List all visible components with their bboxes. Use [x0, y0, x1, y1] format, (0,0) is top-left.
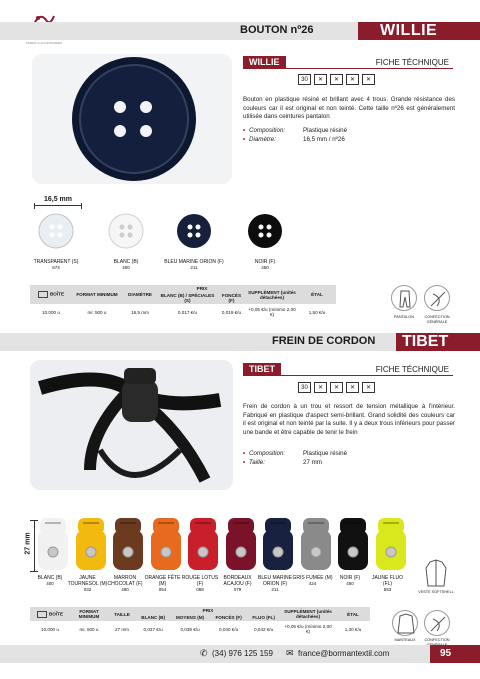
willie-swatch-transparent: [38, 213, 74, 249]
willie-size-indicator: 16,5 mm: [34, 196, 82, 209]
cord-lock-swatch-label: JAUNE FLUO (FL) 553: [371, 575, 404, 592]
trousers-icon: [391, 285, 417, 311]
willie-swatch-white: [108, 213, 144, 249]
willie-specs: • Composition: Plastique résiné • Diamètre: 16,5 mm / nº26: [243, 127, 348, 143]
willie-tag: WILLIE: [243, 56, 286, 69]
willie-swatch-black: [247, 213, 283, 249]
cord-lock-swatch: [301, 518, 331, 574]
tibet-description: Frein de cordon à un trou et ressort de tension métallique à l'intérieur. Fabriqué en plastique d'aspect semi-brillant. Grand solidité des couleurs car il est original et non teinté par la suite. Il y a deux trous inférieurs pour passer une bande et être capable de tenir le frein: [243, 403, 455, 436]
page-footer: [0, 645, 480, 663]
tibet-tag: TIBET: [243, 363, 281, 376]
willie-fiche-label: FICHE TÉCHNIQUE: [375, 58, 449, 67]
tibet-product-photo: [30, 360, 233, 490]
cord-lock-swatch: [151, 518, 181, 574]
tibet-care-icons: [298, 382, 375, 393]
page-number: 95: [440, 648, 452, 659]
willie-swatch-label: TRANSPARENT (S) 674: [33, 259, 79, 270]
usage-label: VESTE SOFTSHELL: [418, 590, 454, 594]
no-tumble-icon: ✕: [362, 74, 375, 85]
cord-lock-swatch-label: ORANGE FÊTE (M) 054: [144, 575, 181, 592]
page-title: BOUTON nº26: [240, 24, 314, 36]
cord-lock-swatch: [38, 518, 68, 574]
wash-30-icon: 30: [298, 74, 311, 85]
mail-icon: ✉: [286, 648, 294, 658]
willie-swatch-navy: [176, 213, 212, 249]
cord-lock-swatch: [338, 518, 368, 574]
no-dryclean-icon: ✕: [346, 74, 359, 85]
tibet-price-table: BOÎTE FORMAT MINIMUM TAILLE PRIX SUPPLÉMENT (unités détachées) ÉTAL BLANC (B) MOYENS (M) FONCÉS (F) FLUO (FL) 10.000 u mi: 500 u 27 mm 0,037 €/u 0,039 €/u 0,040 €/u 0,042 €/u +0,05 €/u (mínimo 2,00 €) 1,30 €/u: [30, 607, 370, 637]
needle-icon: [424, 610, 450, 636]
tibet-size-indicator: 27 mm: [24, 520, 36, 572]
cord-lock-swatch: [263, 518, 293, 574]
wash-30-icon: 30: [298, 382, 311, 393]
willie-swatch-label: BLEU MARINE ORION (F) 211: [164, 259, 224, 270]
usage-label: PANTALON: [394, 315, 414, 319]
cord-lock-swatch-label: MARRON CHOCOLAT (F) 490: [107, 575, 143, 592]
cord-lock-swatch-label: NOIR (F) 450: [339, 575, 361, 586]
footer-phone[interactable]: (34) 976 125 159: [212, 649, 273, 658]
page-header: [0, 22, 480, 40]
cord-lock-swatch: [376, 518, 406, 574]
cord-lock-swatch-label: JAUNE TOURNESOL (M) 032: [67, 575, 108, 592]
usage-label: CONFECTION GÉNÉRALE: [424, 315, 450, 324]
cord-lock-swatch-label: BORDEAUX ACAJOU (F) 079: [223, 575, 252, 592]
logo-subtitle: FABRIC & ACCESSORIES: [26, 41, 63, 45]
no-iron-icon: ✕: [330, 74, 343, 85]
tibet-fiche-label: FICHE TÉCHNIQUE: [375, 365, 449, 374]
no-bleach-icon: ✕: [314, 74, 327, 85]
footer-email[interactable]: france@bormantextil.com: [298, 649, 390, 658]
cord-lock-swatch: [188, 518, 218, 574]
cord-lock-swatch-label: BLEU MARINE ORION (F) 211: [258, 575, 292, 592]
section-title: FREIN DE CORDON: [272, 335, 376, 347]
table-row: 10.000 u mi: 500 u 16,5 mm 0,017 €/u 0,019 €/u +0,05 €/u (mínimo 2,00 €) 1,50 €/u: [42, 307, 326, 317]
cord-lock-swatch-label: GRIS FUMÉE (M) 424: [292, 575, 333, 586]
willie-swatch-label: NOIR (F) 450: [254, 259, 276, 270]
no-dryclean-icon: ✕: [346, 382, 359, 393]
willie-swatch-label: BLANC (B) 400: [113, 259, 139, 270]
table-row: 10.000 u mi: 500 u 27 mm 0,037 €/u 0,039 €/u 0,040 €/u 0,042 €/u +0,05 €/u (mínimo 2,00 €) 1,30 €/u: [41, 624, 362, 634]
cord-lock-swatch: [76, 518, 106, 574]
no-iron-icon: ✕: [330, 382, 343, 393]
phone-icon: ✆: [200, 648, 208, 658]
willie-price-table: BOÎTE FORMAT MINIMUM DIAMÈTRE PRIX SUPPLÉMENT (unités détachées) ÉTAL BLANC (B) / SPÉCIALES (S) FONCÉS (F) 10.000 u mi: 500 u 16,5 mm 0,017 €/u 0,019 €/u +0,05 €/u (mínimo 2,00 €) 1,50 €/u: [30, 285, 336, 320]
section-header-tibet: [0, 333, 480, 351]
usage-label: MANTEAUX: [394, 638, 416, 642]
cord-lock-swatch-label: ROUGE LOTUS (F) 068: [181, 575, 219, 592]
brand-title: WILLIE: [380, 22, 438, 39]
no-bleach-icon: ✕: [314, 382, 327, 393]
cord-lock-swatch: [113, 518, 143, 574]
usage-label: CONFECTION: [424, 638, 450, 642]
tibet-swatches: [38, 518, 408, 574]
needle-icon: [424, 285, 450, 311]
box-icon-header: BOÎTE: [30, 285, 72, 304]
tibet-swatch-labels: [30, 575, 410, 597]
softshell-jacket-icon: [424, 558, 448, 588]
willie-description: Bouton en plastique résiné et brillant avec 4 trous. Grande résistance des couleurs car il est original et non teinté. Cette taille nº26 est généralement utilisée dans ceintures pantalon: [243, 96, 455, 121]
cord-lock-swatch-label: BLANC (B) 400: [37, 575, 63, 586]
tibet-specs: • Composition: Plastique résiné • Taille: 27 mm: [243, 450, 348, 466]
section-brand: TIBET: [402, 333, 449, 350]
tibet-fiche-header: [243, 363, 453, 376]
willie-fiche-header: [243, 56, 453, 69]
no-tumble-icon: ✕: [362, 382, 375, 393]
coat-icon: [392, 610, 418, 636]
willie-care-icons: [298, 74, 375, 85]
cord-lock-swatch: [226, 518, 256, 574]
willie-product-photo: [32, 54, 232, 184]
